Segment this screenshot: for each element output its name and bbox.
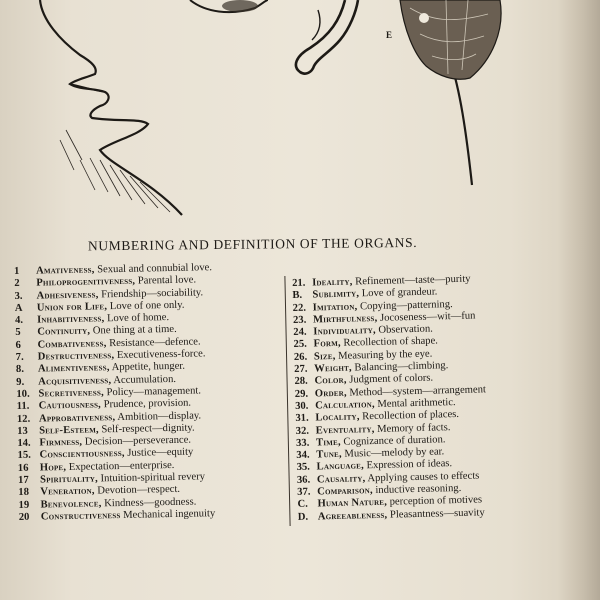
organ-name: Comparison,: [317, 485, 373, 498]
organ-number: C.: [297, 499, 308, 511]
organ-definition: Refinement—taste—purity: [352, 273, 471, 288]
organ-name: Weight,: [314, 362, 352, 375]
organ-name: Self-Esteem,: [39, 424, 99, 437]
organ-definition: Kindness—goodness.: [101, 496, 197, 510]
organ-definition: inductive reasoning.: [372, 482, 462, 497]
organ-definition: Sexual and connubial love.: [94, 262, 213, 276]
organ-number: 16: [17, 462, 29, 474]
organ-definition: Appetite, hunger.: [109, 361, 186, 374]
organ-number: 12.: [16, 413, 31, 425]
organ-number: D.: [297, 511, 309, 523]
organ-name: Approbativeness,: [38, 411, 116, 425]
organ-number: 10.: [16, 388, 30, 400]
organ-number: 36.: [296, 474, 311, 486]
organ-number: 7.: [15, 351, 24, 364]
organ-name: Sublimity,: [312, 288, 360, 301]
organ-name: Adhesiveness,: [36, 288, 99, 302]
organ-number: 5: [15, 327, 21, 339]
organ-definition: Parental love.: [135, 274, 197, 287]
organ-definition: Mechanical ingenuity: [120, 508, 216, 521]
organ-definition: Devotion—respect.: [94, 484, 181, 497]
organ-number: 6: [15, 339, 21, 351]
organ-number: 14.: [17, 437, 31, 450]
organ-name: Eventuality,: [315, 423, 375, 437]
organ-number: 25.: [293, 339, 308, 351]
organ-number: 9.: [16, 376, 25, 388]
organ-name: Continuity,: [37, 326, 91, 339]
organ-number: 8.: [15, 364, 25, 376]
organ-definition: Memory of facts.: [374, 421, 451, 435]
organ-definition: Recollection of shape.: [340, 335, 439, 350]
organ-definition: Love of grandeur.: [358, 286, 438, 300]
organ-definition: Love of one only.: [107, 299, 185, 313]
organ-name: Individuality,: [313, 325, 376, 338]
organ-definition: perception of motives: [386, 494, 483, 509]
organ-definition: Policy—management.: [103, 385, 202, 399]
organ-definition: Accumulation.: [111, 373, 177, 386]
organ-definition: Love of home.: [104, 312, 170, 325]
organ-number: 32.: [295, 425, 310, 437]
organ-definition: Prudence, provision.: [100, 397, 192, 411]
organ-number: B.: [292, 290, 303, 302]
organ-definition: Observation.: [375, 323, 433, 337]
organ-name: Veneration,: [40, 485, 95, 498]
organ-definition: Jocoseness—wit—fun: [377, 310, 476, 324]
organ-name: Hope,: [39, 461, 67, 474]
organ-name: Secretiveness,: [38, 387, 104, 400]
organ-name: Form,: [313, 338, 341, 350]
organ-definition: Recollection of places.: [359, 409, 460, 423]
organ-number: 27.: [294, 363, 308, 376]
organ-name: Calculation,: [314, 398, 375, 412]
organ-definition: Method—system—arrangement: [346, 383, 487, 399]
organ-number: 37.: [297, 486, 311, 498]
organ-name: Alimentiveness,: [37, 362, 110, 375]
organ-number: 19: [18, 499, 30, 511]
organ-number: 20: [18, 511, 30, 523]
organ-definition: Expectation—enterprise.: [66, 459, 175, 473]
organ-name: Inhabitiveness,: [36, 313, 105, 326]
organ-definition: Justice—equity: [124, 447, 194, 460]
organ-name: Imitation,: [312, 301, 358, 314]
organ-definition: Cognizance of duration.: [340, 434, 446, 448]
organ-number: 24.: [293, 326, 307, 339]
organ-definition: Intuition-spiritual revery: [97, 471, 206, 485]
organ-name: Spirituality,: [40, 473, 99, 486]
organ-definition: Friendship—sociability.: [98, 286, 204, 300]
organ-name: Human Nature,: [317, 497, 388, 510]
organ-definition: Measuring by the eye.: [335, 348, 433, 362]
organ-definition: Judgment of colors.: [346, 372, 434, 387]
organ-name: Causality,: [316, 473, 366, 486]
organ-name: Agreeableness,: [317, 509, 388, 523]
organ-name: Ideality,: [311, 276, 353, 289]
organ-number: 35.: [296, 462, 311, 474]
organ-number: A: [14, 302, 23, 314]
organ-number: 17: [18, 474, 29, 487]
organ-name: Amativeness,: [35, 264, 95, 277]
organ-name: Union for Life,: [36, 301, 108, 314]
organ-name: Destructiveness,: [37, 350, 115, 363]
organ-number: 28.: [294, 376, 308, 388]
organ-name: Conscientiousness,: [39, 448, 125, 461]
organ-name: Locality,: [315, 411, 360, 424]
organ-definition: Self-respect—dignity.: [98, 422, 195, 436]
organ-definition: Balancing—climbing.: [351, 360, 449, 374]
organ-name: Benevolence,: [40, 498, 102, 511]
organ-list-left: [14, 261, 291, 524]
organ-name: Time,: [315, 436, 341, 449]
organ-number: 31.: [295, 412, 309, 425]
organ-name: Mirthfulness,: [312, 312, 378, 326]
organ-number: 15.: [17, 450, 31, 462]
organ-name: Acquisitiveness,: [38, 374, 112, 388]
organ-number: 21.: [292, 277, 306, 289]
figure-letter: E: [386, 30, 393, 40]
organ-number: 33.: [295, 437, 310, 449]
organ-name: Cautiousness,: [38, 399, 102, 412]
organ-list-right: [292, 272, 560, 524]
organ-definition: Resistance—defence.: [106, 336, 201, 350]
organ-definition: Executiveness-force.: [114, 348, 206, 362]
organ-name: Tune,: [316, 448, 342, 461]
organ-definition: Expression of ideas.: [363, 458, 453, 472]
organ-definition: Copying—patterning.: [357, 298, 453, 313]
section-heading: NUMBERING AND DEFINITION OF THE ORGANS.: [87, 234, 418, 254]
organ-definition: Pleasantness—suavity: [387, 507, 485, 521]
organ-name: Color,: [314, 375, 347, 387]
organ-number: 13: [17, 425, 28, 437]
organ-definition: Ambition—display.: [115, 409, 202, 423]
organ-name: Size,: [313, 350, 336, 363]
organ-number: 23.: [292, 314, 307, 326]
organ-name: Firmness,: [39, 436, 83, 449]
organ-number: 26.: [293, 351, 308, 363]
organ-number: 22.: [292, 302, 307, 314]
organ-number: 11.: [16, 400, 30, 413]
organ-name: Philoprogenitiveness,: [36, 275, 136, 289]
organ-number: 30.: [295, 400, 309, 412]
organ-number: 18: [18, 487, 30, 499]
organ-name: Combativeness,: [37, 338, 107, 351]
organ-number: 1: [14, 265, 20, 277]
organ-number: 3.: [14, 290, 23, 302]
organ-definition: Applying causes to effects: [365, 470, 480, 485]
phrenology-head-illustration: [0, 0, 600, 230]
organ-name: Order,: [314, 387, 347, 400]
organ-definition: Mental arithmetic.: [374, 397, 456, 410]
organ-number: 34.: [296, 449, 310, 462]
organ-definition: One thing at a time.: [90, 324, 177, 338]
organ-number: 4.: [14, 315, 24, 327]
organ-definition: Decision—perseverance.: [82, 434, 192, 448]
organ-number: 29.: [294, 388, 309, 400]
organ-name: Language,: [316, 460, 365, 473]
organ-number: 2: [14, 278, 20, 290]
organ-name: Constructiveness: [40, 509, 121, 523]
organ-definition: Music—melody by ear.: [341, 446, 445, 460]
